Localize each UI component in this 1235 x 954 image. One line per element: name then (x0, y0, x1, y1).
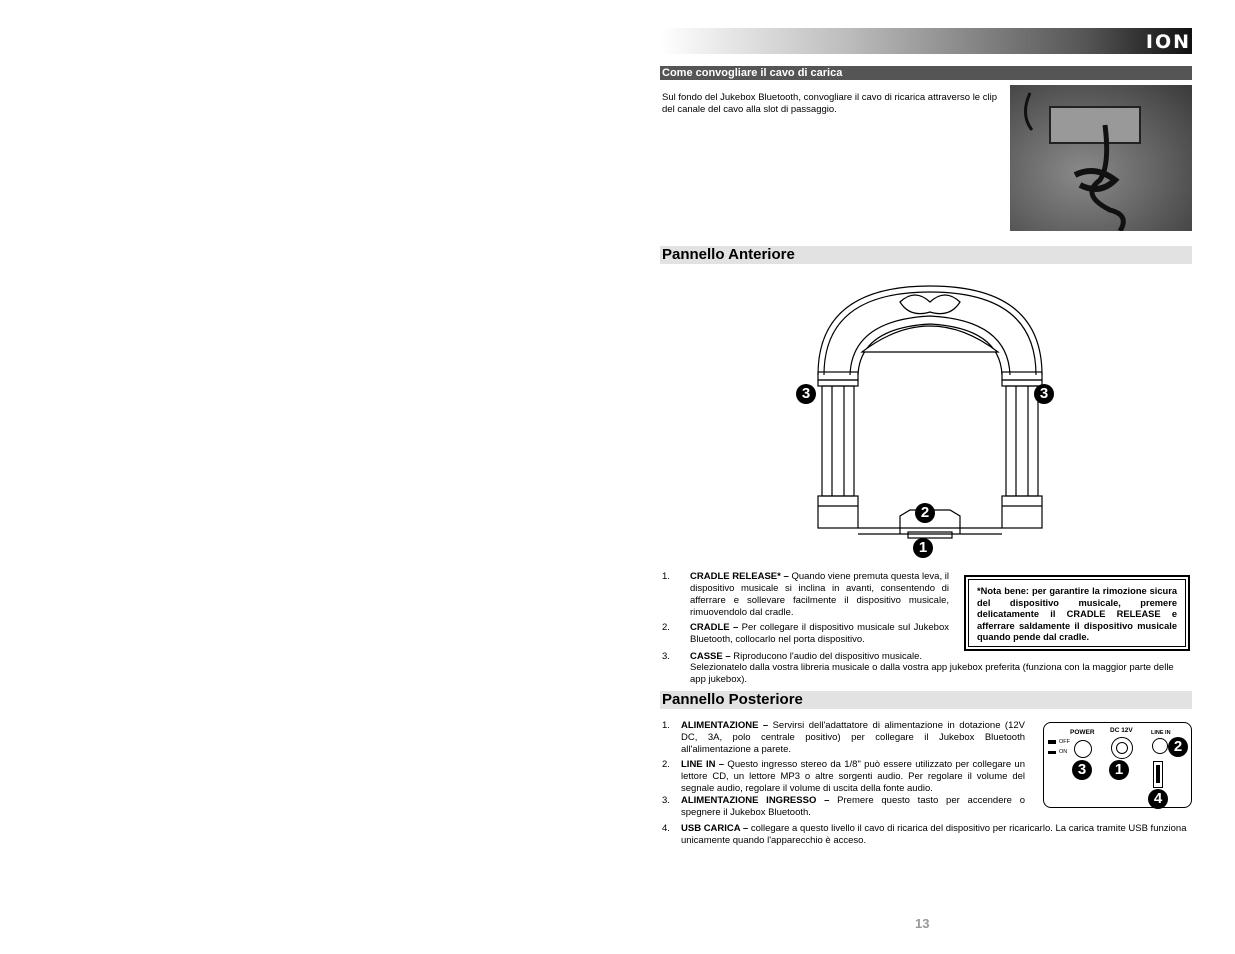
rear-item-2-num: 2. (662, 759, 670, 770)
callout-1: 1 (913, 538, 933, 558)
off-icon (1048, 740, 1056, 744)
ion-logo: ION (1145, 31, 1191, 53)
front-item-3: CASSE – Riproducono l'audio del dispositivo musicale. (690, 651, 923, 662)
rear-callout-1: 1 (1109, 760, 1129, 780)
rear-item-3-num: 3. (662, 795, 670, 806)
safety-note-text: *Nota bene: per garantire la rimozione sicura del dispositivo musicale, premere delicatamente il CRADLE RELEASE e afferrare saldamente il dispositivo musicale quando pende dal cradle. (968, 579, 1186, 647)
dc-label: DC 12V (1110, 727, 1133, 734)
rear-item-2: LINE IN – Questo ingresso stereo da 1/8" può essere utilizzato per collegare un lettore CD, un lettore MP3 o altre sorgenti audio. Per regolare il volume del segnale audio, regolare il volume di uscita della fonte audio. (681, 759, 1026, 794)
front-panel-title: Pannello Anteriore (660, 246, 1192, 264)
line-in-jack (1152, 738, 1168, 754)
page-number: 13 (915, 916, 930, 931)
rear-callout-3: 3 (1072, 760, 1092, 780)
front-item-1: CRADLE RELEASE* – Quando viene premuta questa leva, il dispositivo musicale si inclina in avanti, consentendo di afferrare e sollevare facilmente il dispositivo musicale, rimuovendolo dal cradle. (690, 571, 949, 618)
front-item-2-num: 2. (662, 622, 670, 633)
safety-note-box (964, 575, 1190, 651)
cable-section-title: Come convogliare il cavo di carica (660, 66, 1192, 80)
line-in-label: LINE IN (1151, 730, 1171, 736)
rear-callout-2: 2 (1168, 737, 1188, 757)
front-item-2: CRADLE – Per collegare il dispositivo musicale sul Jukebox Bluetooth, collocarlo nel porta dispositivo. (690, 622, 949, 645)
on-icon (1048, 751, 1056, 754)
cable-section-text: Sul fondo del Jukebox Bluetooth, convogliare il cavo di ricarica attraverso le clip del canale del cavo alla slot di passaggio. (662, 92, 997, 115)
callout-3-left: 3 (796, 384, 816, 404)
cable-routing-photo (1010, 85, 1192, 231)
front-item-3-continued: Selezionatelo dalla vostra libreria musicale o dalla vostra app jukebox preferita (funziona con la maggior parte delle app jukebox). (690, 662, 1174, 685)
rear-item-4: USB CARICA – collegare a questo livello il cavo di ricarica del dispositivo per ricaricarlo. La carica tramite USB funziona unicamente quando l'apparecchio è acceso. (681, 823, 1187, 846)
rear-item-1: ALIMENTAZIONE – Servirsi dell'adattatore di alimentazione in dotazione (12V DC, 3A, polo centrale positivo) per collegare il Jukebox Bluetooth all'alimentazione a parete. (681, 720, 1026, 755)
dc-jack (1111, 737, 1133, 759)
callout-2: 2 (915, 503, 935, 523)
off-label: OFF (1059, 739, 1070, 745)
rear-item-1-num: 1. (662, 720, 670, 731)
front-item-3-num: 3. (662, 651, 670, 662)
usb-port (1153, 761, 1163, 788)
on-label: ON (1059, 749, 1068, 755)
front-item-1-num: 1. (662, 571, 670, 582)
rear-item-3: ALIMENTAZIONE INGRESSO – Premere questo tasto per accendere o spegnere il Jukebox Bluetooth. (681, 795, 1025, 818)
callout-3-right: 3 (1034, 384, 1054, 404)
power-label: POWER (1070, 729, 1095, 736)
rear-callout-4: 4 (1148, 789, 1168, 809)
rear-item-4-num: 4. (662, 823, 670, 834)
header-gradient-bar (660, 28, 1192, 54)
power-button[interactable] (1074, 740, 1092, 758)
rear-panel-title: Pannello Posteriore (660, 691, 1192, 709)
